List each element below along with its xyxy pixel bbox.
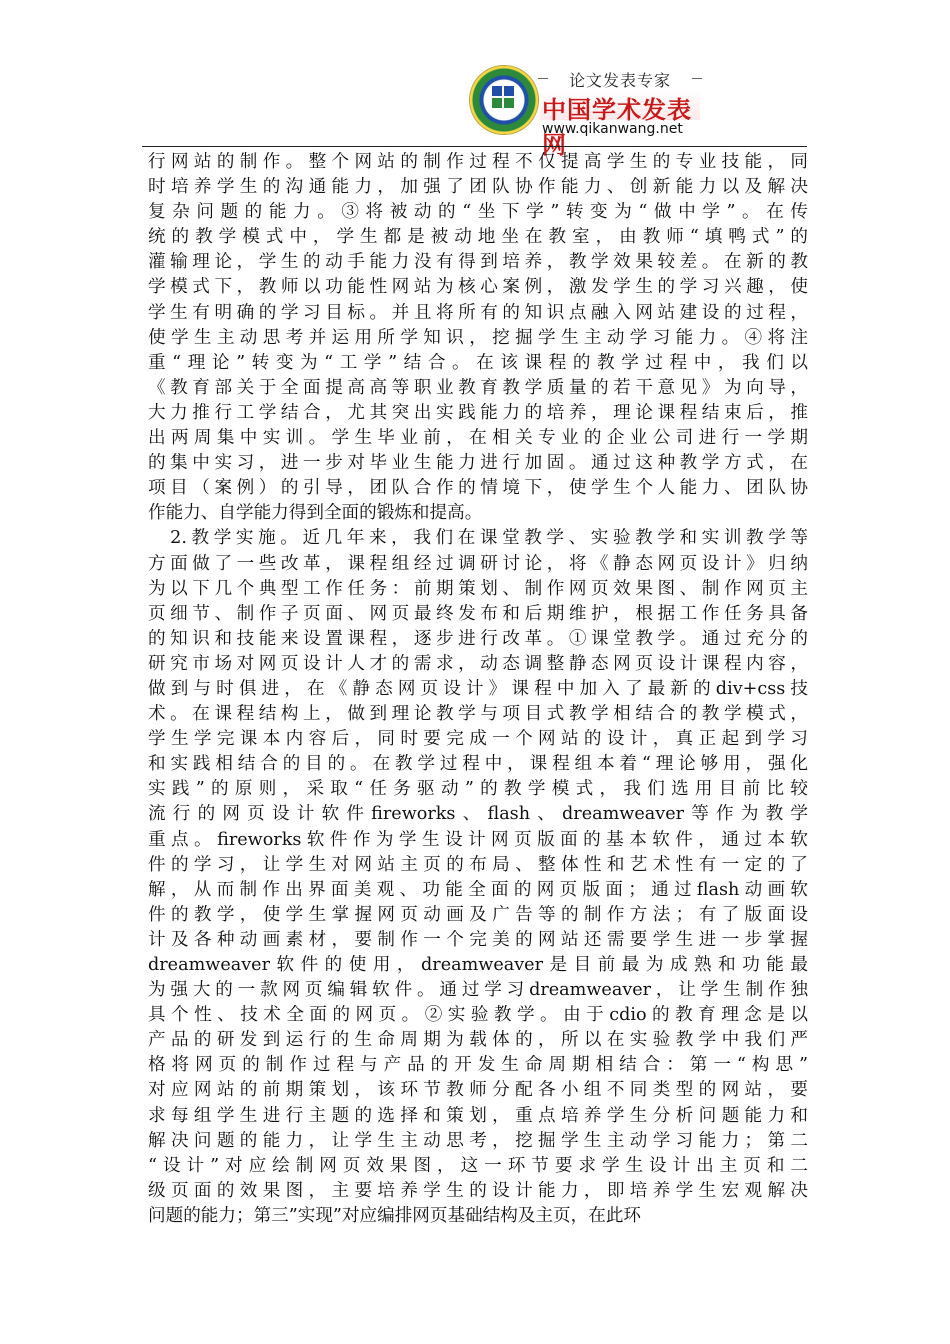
text-line: 格将网页的制作过程与产品的开发生命周期相结合：第一“构思” (148, 1055, 808, 1076)
text-line: 实践”的原则，采取“任务驱动”的教学模式，我们选用目前比较 (148, 779, 808, 800)
text-line: 术。在课程结构上，做到理论教学与项目式教学相结合的教学模式， (148, 704, 808, 725)
text-line: 复杂问题的能力。③将被动的“坐下学”转变为“做中学”。在传 (148, 202, 808, 223)
text-line: 学生有明确的学习目标。并且将所有的知识点融入网站建设的过程， (148, 302, 808, 323)
text-line: 时培养学生的沟通能力，加强了团队协作能力、创新能力以及解决 (148, 177, 808, 198)
text-line: 统的教学模式中，学生都是被动地坐在教室，由教师“填鸭式”的 (148, 227, 808, 248)
text-line: 为以下几个典型工作任务：前期策划、制作网页效果图、制作网页主 (148, 578, 808, 599)
text-line: 研究市场对网页设计人才的需求，动态调整静态网页设计课程内容， (148, 653, 808, 674)
text-line: “设计”对应绘制网页效果图，这一环节要求学生设计出主页和二 (148, 1155, 808, 1176)
text-line: 为强大的一款网页编辑软件。通过学习dreamweaver，让学生制作独 (148, 980, 808, 1001)
text-line: 灌输理论，学生的动手能力没有得到培养，教学效果较差。在新的教 (148, 252, 808, 273)
logo-emblem-icon (470, 66, 538, 134)
text-line: 大力推行工学结合，尤其突出实践能力的培养，理论课程结束后，推 (148, 402, 808, 423)
text-line: 问题的能力；第三”实现”对应编排网页基础结构及主页，在此环 (148, 1205, 642, 1226)
text-line: 项目（案例）的引导，团队合作的情境下，使学生个人能力、团队协 (148, 478, 808, 499)
text-line: 学生学完课本内容后，同时要完成一个网站的设计，真正起到学习 (148, 729, 808, 750)
text-line: 解，从而制作出界面美观、功能全面的网页版面；通过flash动画软 (148, 879, 808, 900)
text-line: 重“理论”转变为“工学”结合。在该课程的教学过程中，我们以 (148, 352, 808, 373)
text-line: 作能力、自学能力得到全面的锻炼和提高。 (148, 503, 483, 524)
text-line: 学模式下，教师以功能性网站为核心案例，激发学生的学习兴趣，使 (148, 277, 808, 298)
text-line: 页细节、制作子页面、网页最终发布和后期维护，根据工作任务具备 (148, 603, 808, 624)
text-line: 级页面的效果图，主要培养学生的设计能力，即培养学生宏观解决 (148, 1180, 808, 1201)
text-line: 使学生主动思考并运用所学知识，挖掘学生主动学习能力。④将注 (148, 327, 808, 348)
text-line: 做到与时俱进，在《静态网页设计》课程中加入了最新的div+css技 (148, 678, 808, 699)
text-line: 件的学习，让学生对网站主页的布局、整体性和艺术性有一定的了 (148, 854, 808, 875)
text-line: 方面做了一些改革，课程组经过调研讨论，将《静态网页设计》归纳 (148, 553, 808, 574)
text-line: 流行的网页设计软件fireworks、flash、dreamweaver等作为教学 (148, 804, 808, 825)
text-line: 2.教学实施。近几年来，我们在课堂教学、实验教学和实训教学等 (148, 528, 808, 549)
text-line: 行网站的制作。整个网站的制作过程不仅提高学生的专业技能，同 (148, 152, 808, 172)
text-line: 的知识和技能来设置课程，逐步进行改革。①课堂教学。通过充分的 (148, 628, 808, 649)
text-line: 具个性、技术全面的网页。②实验教学。由于cdio的教育理念是以 (148, 1005, 808, 1026)
text-line: 求每组学生进行主题的选择和策划，重点培养学生分析问题能力和 (148, 1105, 808, 1126)
header-brand: 中国学术发表网 (542, 96, 692, 159)
text-line: 产品的研发到运行的生命周期为载体的，所以在实验教学中我们严 (148, 1030, 808, 1051)
header-divider (142, 146, 807, 147)
text-line: 和实践相结合的目的。在教学过程中，课程组本着“理论够用，强化 (148, 754, 808, 775)
text-line: 解决问题的能力，让学生主动思考，挖掘学生主动学习能力；第二 (148, 1130, 808, 1151)
header-tagline: 论文发表专家 (540, 68, 700, 91)
text-line: 件的教学，使学生掌握网页动画及广告等的制作方法；有了版面设 (148, 904, 808, 925)
text-line: 计及各种动画素材，要制作一个完美的网站还需要学生进一步掌握 (148, 929, 808, 950)
text-line: dreamweaver软件的使用，dreamweaver是目前最为成熟和功能最 (148, 955, 808, 975)
header-url: www.qikanwang.net (542, 121, 683, 137)
text-line: 的集中实习，进一步对毕业生能力进行加固。通过这种教学方式，在 (148, 453, 808, 474)
text-line: 出两周集中实训。学生毕业前，在相关专业的企业公司进行一学期 (148, 428, 808, 449)
text-line: 重点。fireworks软件作为学生设计网页版面的基本软件，通过本软 (148, 829, 808, 850)
text-line: 对应网站的前期策划，该环节教师分配各小组不同类型的网站，要 (148, 1080, 808, 1101)
text-line: 《教育部关于全面提高高等职业教育教学质量的若干意见》为向导， (148, 377, 808, 398)
site-header (470, 66, 700, 159)
document-body (148, 150, 808, 1229)
